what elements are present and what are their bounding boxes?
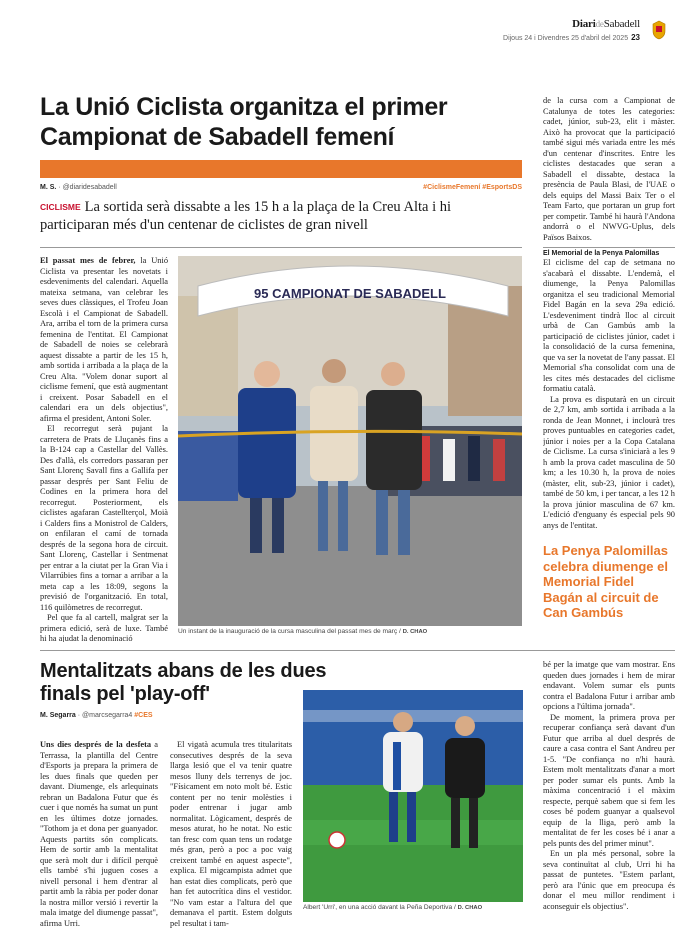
author-handle-link[interactable]: @marcsegarra4	[82, 712, 133, 719]
divider	[40, 247, 522, 248]
newspaper-brand[interactable]: DiarideSabadell	[572, 18, 640, 30]
article2-tag[interactable]: #CES	[134, 712, 153, 719]
photo-credit: D. CHAO	[402, 629, 428, 635]
article2-column-3: bé per la imatge que vam mostrar. Ens queden dues jornades i hem de mirar endavant. Volem sumar els punts contra el Badalona Futur i arribar amb opcions a l'última jornada". De moment, la primera prova per recuperar confiança serà davant d'un Futur que arriba al duel després de caure a casa contra el Sant Andreu per 1-5. "De confiança no n'hi haurà. Estem molt mentalitzats d'anar a mort per poder sumar els punts. Amb la màxima concentració i el màxim respecte, perquè sabem que si fem les coses bé podem guanyar a qualsevol equip de la lliga, però amb la mentalitat de fer les coses bé i anar a pels punts des del primer minut". En un pla més personal, sobre la seva continuïtat al club, Urri hi ha passat de puntetes. "Estem parlant, però ara l'únic que em preocupa és donar el meu millor rendiment i aconseguir els objectius".	[543, 660, 675, 911]
article2-byline: M. Segarra · @marcsegarra4 #CES	[40, 712, 153, 719]
article2-column-1: Uns dies després de la desfeta a Terrassa, la plantilla del Centre d'Esports ja prepara la primera de les dues finals que queden per davant. Diumenge, els arlequinats rebran un Badalona Futur que és cuer i que només ha sumat un punt en les últimes dotze jornades. "Tothom ja et dona per guanyador. Aquests partits són complicats. Hem de sortir amb la mentalitat que serà molt dur i difícil perquè ells també s'hi juguen coses a nivell personal i hem d'entrar al partit amb la ràbia per poder donar la nostra millor versió i revertir la mala imatge del diumenge passat", afirma Urri.	[40, 740, 158, 928]
article1-column-1: El passat mes de febrer, la Unió Ciclista va presentar les novetats i esdeveniments del calendari. Aquella mateixa setmana, van celebrar les seves dues clàssiques, el Trofeu Joan Escolà i el Campionat de Sabadell. Ara, arriba el torn de la primera cursa femenina de l'entitat. El Campionat de Sabadell de noies se celebrarà aquest dissabte a partir de les 15 h, amb sortida i arribada a la plaça de la Creu Alta. "Volem donar suport al ciclisme femení, que està augmentant i creixent. Posar Sabadell en el calendari era un dels objectius", afirma el president, Antoni Soler. El recorregut serà pujant la carretera de Prats de Lluçanès fins a la B-124 cap a Castellar del Vallès. Des d'allà, els corredors passaran per Sant Llorenç Savall fins a Gallifa per passar després per Sant Feliu de Codines en la primera hora del recorregut. Posteriorment, els ciclistes agafaran Castellterçol, Moià i Calders fins a Monistrol de Calders, on enfilaran el camí de tornada després de la segona hora de circuit. Sant Llorenç, Castellar i Sentmenat per entrar a la ciutat per la Gran Via i Vilarrúbies fins a tornar a arribar a la meta cap a les 18:09, segons la previsió de l'organització. En total, 116 quilòmetres de recorregut. Pel que fa al cartell, malgrat ser la primera edició, serà de luxe. També hi ha ajudat la denominació	[40, 256, 168, 642]
article2-headline: Mentalitzats abans de les dues finals pel 'play-off'	[40, 660, 327, 705]
article1-headline: La Unió Ciclista organitza el primer Campionat de Sabadell femení	[40, 93, 448, 151]
sidebar-body: El ciclisme del cap de setmana no s'acabarà el dissabte. L'endemà, el diumenge, la Penya Palomillas organitza el seu tradicional Memorial Fidel Bagán en la seva 29a edició. L'esdeveniment tindrà lloc al circuit urbà de Can Gambús amb la participació de ciclistes júnior, cadet i la consolidació de la cursa femenina, que va ser la novetat de l'any passat. El Memorial s'ha consolidat com una de les cites més destacades del ciclisme formatiu català. La prova es disputarà en un circuit de 2,7 km, amb sortida i arribada a la ronda de Jean Monnet, i inclourà tres proves puntuables en categories cadet, júnior i noies per a la Copa Catalana de Ciclisme. La cursa s'iniciarà a les 9 h amb la prova cadet masculina de 50 km; a les 10.30 h, la prova de noies (màster, elit, sub-23, júnior i cadet), també de 50 km, i per tancar, a les 12 h la prova júnior masculina de 67 km. L'edició d'enguany és especial pels 90 anys de l'entitat.	[543, 258, 675, 530]
article1-byline: M. S. · @diaridesabadell #CiclismeFemení #EsportsDS	[40, 184, 522, 191]
sidebar-pull-quote: La Penya Palomillas celebra diumenge el Memorial Fidel Bagán al circuit de Can Gambús	[543, 543, 669, 620]
article1-subhead: CICLISME La sortida serà dissabte a les 15 h a la plaça de la Creu Alta i hi participaran més d'un centenar de ciclistes de gran nivell	[40, 199, 452, 233]
football-action-illustration	[303, 690, 523, 902]
sidebar-title: El Memorial de la Penya Palomillas	[543, 247, 675, 257]
article1-photo[interactable]	[178, 256, 522, 626]
city-shield-icon	[652, 20, 666, 40]
banner-text: 95 CAMPIONAT DE SABADELL	[254, 286, 446, 301]
race-inauguration-illustration	[178, 256, 522, 626]
article1-column-3: de la cursa com a Campionat de Catalunya de totes les categories: cadet, júnior, sub-23, elit i màster. Això ha provocat que la participació també sigui més variada entre les més d'un centenar d'inscrites. Entre les ciclistes destacades que seran a Sabadell el dissabte, destaca la presència de Paula Blasi, de l'UAE o dels equips del Massi Baix Ter o el Team Farto, que portaran un grup fort per competir. També hi haurà l'Andona andorrà o el NWVG-Uplus, dels Països Baixos.	[543, 96, 675, 242]
article1-photo-caption: Un instant de la inauguració de la cursa masculina del passat mes de març / D. CHAO	[178, 628, 428, 635]
photo-credit: D. CHAO	[457, 905, 483, 911]
article2-photo-caption: Albert 'Urri', en una acció davant la Peña Deportiva / D. CHAO	[303, 904, 483, 911]
article2-photo[interactable]	[303, 690, 523, 902]
article2-column-2: El vigatà acumula tres titularitats consecutives després de la seva llarga lesió que el va tenir quatre mesos lluny dels terrenys de joc. "Físicament em noto molt bé. Estic content per no tenir molèsties i poder entrenar i jugar amb normalitat. Lògicament, després de mesos aturat, ho he notat. No estic tan fresc com quan tens un rodatge més gran, però a poc a poc vaig creixent també en aquest aspecte", explica. El migcampista admet que han estat dies complicats, però que han fet autocrítica dins el vestidor. "No vam estar a l'altura del que demanava el partit. Estem dolguts pel resultat i tam-	[170, 740, 292, 928]
headline-accent-bar	[40, 160, 522, 178]
dateline: Dijous 24 i Divendres 25 d'abril del 2025 23	[503, 33, 640, 42]
page-number: 23	[631, 33, 640, 42]
masthead	[390, 18, 640, 42]
section-kicker: CICLISME	[40, 202, 81, 212]
article1-tags[interactable]: #CiclismeFemení #EsportsDS	[423, 184, 522, 191]
section-divider	[40, 650, 675, 651]
author-handle-link[interactable]: @diaridesabadell	[62, 184, 117, 191]
